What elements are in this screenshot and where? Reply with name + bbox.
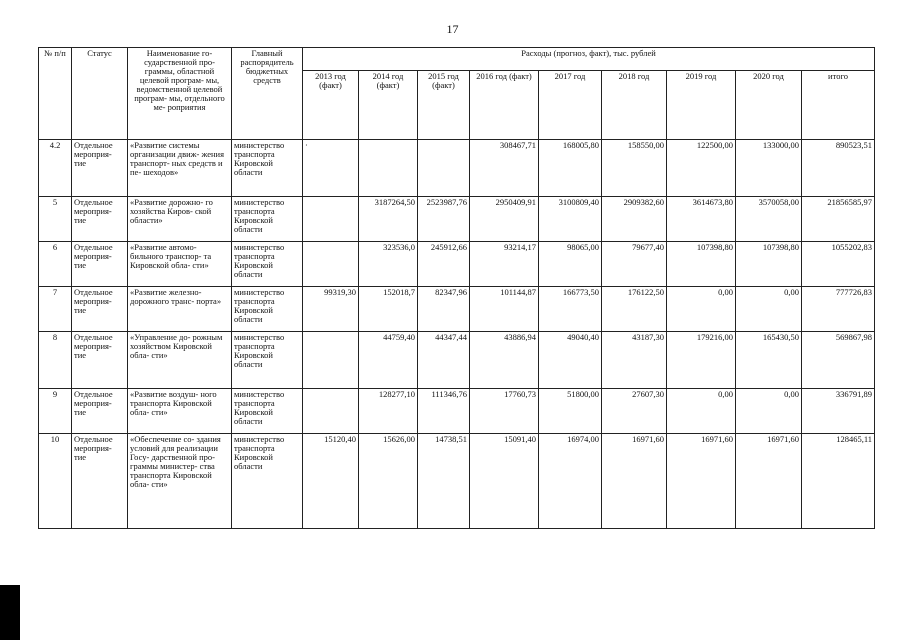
row-value-2018: 16971,60 bbox=[602, 434, 667, 529]
row-manager: министерство транспорта Кировской области bbox=[232, 140, 303, 197]
row-value-2016: 17760,73 bbox=[470, 389, 539, 434]
header-year-2017: 2017 год bbox=[539, 71, 602, 140]
row-value-2016: 2950409,91 bbox=[470, 197, 539, 242]
table-row bbox=[39, 287, 875, 332]
row-value-2014: 3187264,50 bbox=[359, 197, 418, 242]
header-num: № п/п bbox=[39, 48, 72, 140]
row-value-2015: 82347,96 bbox=[418, 287, 470, 332]
table-row bbox=[39, 242, 875, 287]
row-value-2018: 158550,00 bbox=[602, 140, 667, 197]
header-name: Наименование го- сударственной про- граммы, областной целевой програм- мы, ведомственной целевой програм- мы, отдельного ме- роприятия bbox=[128, 48, 232, 140]
row-manager: министерство транспорта Кировской области bbox=[232, 197, 303, 242]
header-expenses: Расходы (прогноз, факт), тыс. рублей bbox=[303, 48, 875, 71]
row-value-total: 336791,89 bbox=[802, 389, 875, 434]
row-value-total: 777726,83 bbox=[802, 287, 875, 332]
header-year-2015: 2015 год (факт) bbox=[418, 71, 470, 140]
row-value-2014: 128277,10 bbox=[359, 389, 418, 434]
row-value-2020: 0,00 bbox=[736, 287, 802, 332]
row-value-2014: 44759,40 bbox=[359, 332, 418, 389]
row-status: Отдельное мероприя- тие bbox=[72, 287, 128, 332]
row-value-2019: 179216,00 bbox=[667, 332, 736, 389]
row-num: 4.2 bbox=[39, 140, 72, 197]
row-value-2016: 15091,40 bbox=[470, 434, 539, 529]
row-name: «Обеспечение со- здания условий для реализации Госу- дарственной про- граммы министер- ства транспорта Кировской обла- сти» bbox=[128, 434, 232, 529]
row-value-2017: 168005,80 bbox=[539, 140, 602, 197]
table-row bbox=[39, 332, 875, 389]
row-value-2017: 51800,00 bbox=[539, 389, 602, 434]
row-name: «Развитие автомо- бильного транспор- та Кировской обла- сти» bbox=[128, 242, 232, 287]
row-num: 5 bbox=[39, 197, 72, 242]
row-value-total: 21856585,97 bbox=[802, 197, 875, 242]
row-value-2013 bbox=[303, 242, 359, 287]
row-value-2016: 308467,71 bbox=[470, 140, 539, 197]
row-value-2020: 16971,60 bbox=[736, 434, 802, 529]
row-num: 10 bbox=[39, 434, 72, 529]
row-value-2015: 14738,51 bbox=[418, 434, 470, 529]
row-manager: министерство транспорта Кировской области bbox=[232, 434, 303, 529]
row-value-2017: 98065,00 bbox=[539, 242, 602, 287]
row-value-2019: 16971,60 bbox=[667, 434, 736, 529]
row-value-2019: 122500,00 bbox=[667, 140, 736, 197]
row-value-2013 bbox=[303, 197, 359, 242]
table-row bbox=[39, 140, 875, 197]
row-value-2013 bbox=[303, 389, 359, 434]
row-status: Отдельное мероприя- тие bbox=[72, 140, 128, 197]
row-value-2014: 152018,7 bbox=[359, 287, 418, 332]
row-value-2015 bbox=[418, 140, 470, 197]
row-manager: министерство транспорта Кировской области bbox=[232, 287, 303, 332]
row-value-2019: 3614673,80 bbox=[667, 197, 736, 242]
row-num: 8 bbox=[39, 332, 72, 389]
row-value-2020: 3570058,00 bbox=[736, 197, 802, 242]
header-year-2013: 2013 год (факт) bbox=[303, 71, 359, 140]
row-manager: министерство транспорта Кировской области bbox=[232, 332, 303, 389]
row-value-2016: 43886,94 bbox=[470, 332, 539, 389]
header-row bbox=[39, 48, 875, 71]
row-value-2015: 111346,76 bbox=[418, 389, 470, 434]
row-value-2018: 2909382,60 bbox=[602, 197, 667, 242]
row-value-2013 bbox=[303, 332, 359, 389]
row-manager: министерство транспорта Кировской области bbox=[232, 242, 303, 287]
row-status: Отдельное мероприя- тие bbox=[72, 332, 128, 389]
row-num: 9 bbox=[39, 389, 72, 434]
row-value-2016: 93214,17 bbox=[470, 242, 539, 287]
row-status: Отдельное мероприя- тие bbox=[72, 434, 128, 529]
row-status: Отдельное мероприя- тие bbox=[72, 389, 128, 434]
row-value-total: 890523,51 bbox=[802, 140, 875, 197]
row-name: «Развитие системы организации движ- жения транспорт- ных средств и пе- шеходов» bbox=[128, 140, 232, 197]
row-value-2018: 79677,40 bbox=[602, 242, 667, 287]
row-name: «Развитие воздуш- ного транспорта Кировской обла- сти» bbox=[128, 389, 232, 434]
row-name: «Развитие дорожно- го хозяйства Киров- ской области» bbox=[128, 197, 232, 242]
row-value-2018: 43187,30 bbox=[602, 332, 667, 389]
row-value-2013: 99319,30 bbox=[303, 287, 359, 332]
row-value-total: 128465,11 bbox=[802, 434, 875, 529]
row-value-2014: 15626,00 bbox=[359, 434, 418, 529]
row-num: 7 bbox=[39, 287, 72, 332]
row-value-2017: 16974,00 bbox=[539, 434, 602, 529]
row-num: 6 bbox=[39, 242, 72, 287]
row-status: Отдельное мероприя- тие bbox=[72, 242, 128, 287]
row-value-2020: 0,00 bbox=[736, 389, 802, 434]
scan-edge-bar bbox=[0, 585, 20, 640]
row-value-2020: 165430,50 bbox=[736, 332, 802, 389]
expenses-table bbox=[38, 47, 875, 529]
row-value-2015: 44347,44 bbox=[418, 332, 470, 389]
header-total: итого bbox=[802, 71, 875, 140]
header-year-2016: 2016 год (факт) bbox=[470, 71, 539, 140]
row-value-total: 569867,98 bbox=[802, 332, 875, 389]
row-value-2015: 245912,66 bbox=[418, 242, 470, 287]
row-value-2017: 166773,50 bbox=[539, 287, 602, 332]
row-value-2019: 0,00 bbox=[667, 389, 736, 434]
table-row bbox=[39, 389, 875, 434]
header-year-2020: 2020 год bbox=[736, 71, 802, 140]
row-value-2013: · bbox=[303, 140, 359, 197]
row-value-2017: 3100809,40 bbox=[539, 197, 602, 242]
row-value-2019: 0,00 bbox=[667, 287, 736, 332]
row-value-2020: 133000,00 bbox=[736, 140, 802, 197]
row-value-2020: 107398,80 bbox=[736, 242, 802, 287]
row-value-2017: 49040,40 bbox=[539, 332, 602, 389]
header-manager: Главный распорядитель бюджетных средств bbox=[232, 48, 303, 140]
table-row bbox=[39, 434, 875, 529]
row-value-2018: 27607,30 bbox=[602, 389, 667, 434]
row-manager: министерство транспорта Кировской области bbox=[232, 389, 303, 434]
header-year-2019: 2019 год bbox=[667, 71, 736, 140]
row-value-2018: 176122,50 bbox=[602, 287, 667, 332]
row-value-2014: 323536,0 bbox=[359, 242, 418, 287]
table-row bbox=[39, 197, 875, 242]
page-number: 17 bbox=[446, 22, 459, 36]
row-value-2015: 2523987,76 bbox=[418, 197, 470, 242]
row-value-2014 bbox=[359, 140, 418, 197]
row-value-2013: 15120,40 bbox=[303, 434, 359, 529]
row-value-total: 1055202,83 bbox=[802, 242, 875, 287]
row-value-2016: 101144,87 bbox=[470, 287, 539, 332]
row-status: Отдельное мероприя- тие bbox=[72, 197, 128, 242]
header-status: Статус bbox=[72, 48, 128, 140]
row-name: «Развитие железно- дорожного транс- порта» bbox=[128, 287, 232, 332]
row-name: «Управление до- рожным хозяйством Кировской обла- сти» bbox=[128, 332, 232, 389]
header-year-2014: 2014 год (факт) bbox=[359, 71, 418, 140]
row-value-2019: 107398,80 bbox=[667, 242, 736, 287]
header-year-2018: 2018 год bbox=[602, 71, 667, 140]
